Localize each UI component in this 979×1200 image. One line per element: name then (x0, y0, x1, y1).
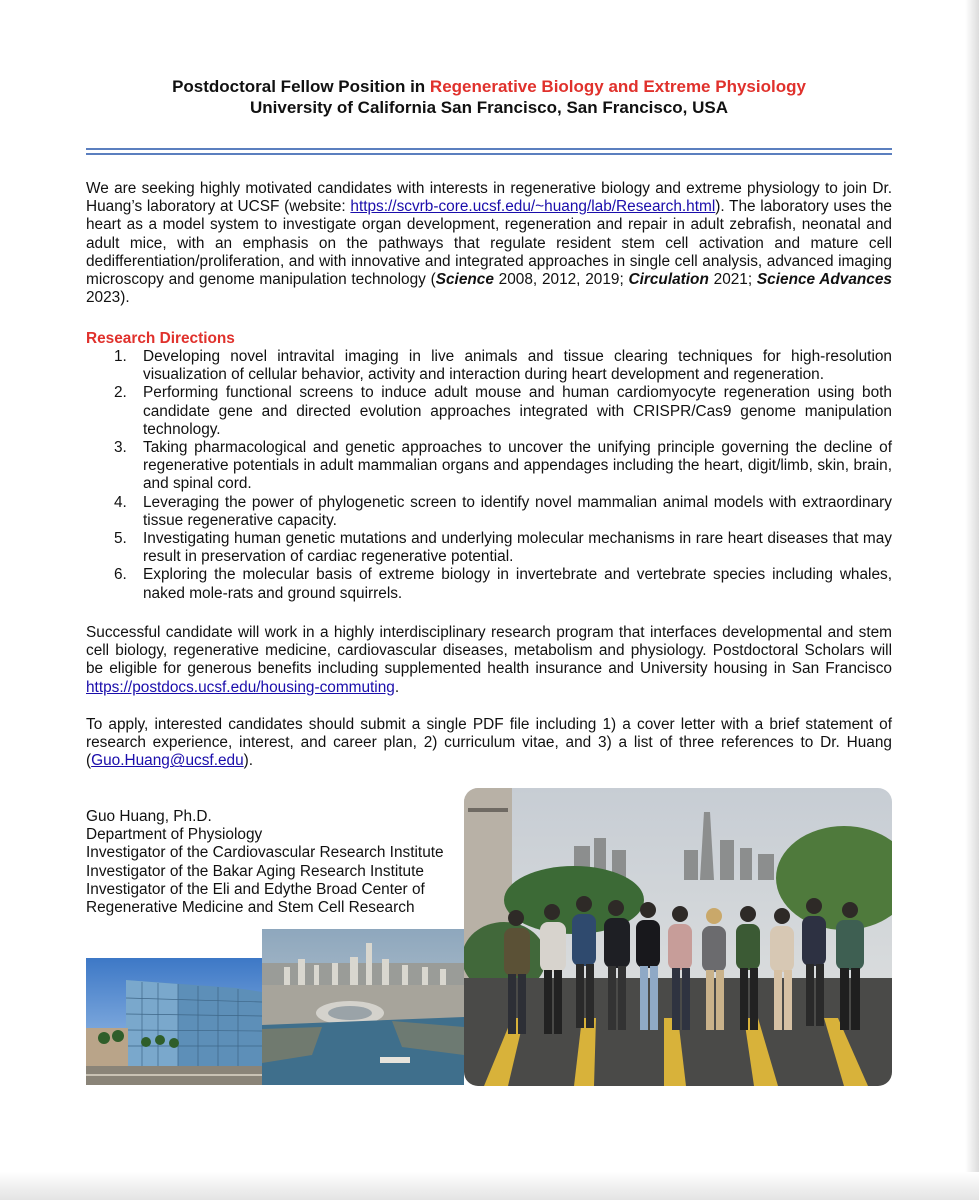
cite-circulation-year: 2021; (708, 271, 757, 289)
title-divider (86, 148, 892, 156)
apply-text: To apply, interested candidates should submit a single PDF file including 1) a cover letter with a brief statement of research experience, interest, and career plan, 2) curriculum vitae, and 3) a list of three references to Dr. Huang ( (86, 716, 892, 770)
intro-text: We are seeking highly motivated candidates with interests in regenerative biology and extreme physiology to join Dr. Huang’s laboratory at UCSF (website: (86, 180, 892, 216)
list-item: 4. Leveraging the power of phylogenetic screen to identify novel mammalian animal models with extraordinary tissue regenerative capacity. (114, 493, 892, 529)
cite-science-advances: Science Advances (756, 271, 892, 289)
page-edge-shadow (965, 0, 979, 1200)
signature-line: Investigator of the Cardiovascular Research Institute (86, 844, 444, 862)
benefits-text: Successful candidate will work in a highly interdisciplinary research program that interfaces developmental and stem cell biology, regenerative medicine, cardiovascular diseases, metabolism and physiology. Postdoctoral Scholars will be eligible for generous benefits including supplemented health insurance and University housing in San Francisco (86, 624, 892, 678)
page-title (86, 76, 892, 118)
title-prefix: Postdoctoral Fellow Position in (172, 77, 430, 96)
list-item: 1. Developing novel intravital imaging in live animals and tissue clearing techniques for high-resolution visualization of cellular behavior, activity and interaction during heart development and regeneration. (114, 348, 892, 384)
list-item: 3. Taking pharmacological and genetic approaches to uncover the unifying principle governing the decline of regenerative potentials in adult mammalian organs and appendages including the heart, digit/limb, skin, brain, and spinal cord. (114, 439, 892, 493)
signature-line: Investigator of the Eli and Edythe Broad Center of (86, 880, 425, 898)
lab-team-group-photo (464, 788, 892, 1086)
title-highlight: Regenerative Biology and Extreme Physiology (429, 77, 806, 96)
cite-circulation: Circulation (628, 271, 709, 289)
cite-science-years: 2008, 2012, 2019; (493, 271, 629, 289)
lab-website-link[interactable]: https://scvrb-core.ucsf.edu/~huang/lab/Research.html (350, 198, 716, 216)
signature-line: Investigator of the Bakar Aging Research Institute (86, 862, 424, 880)
research-directions-list (86, 348, 892, 603)
signature-block (86, 808, 466, 917)
cite-science-advances-year: 2023). (86, 289, 130, 307)
intro-text-cont: ). The laboratory uses the heart as a model system to investigate organ development, regeneration and repair in adult zebrafish, neonatal and adult mice, with an emphasis on the pathways that regulate resident stem cell activation and mature cell dedifferentiation/proliferation, and with innovative and integrated approaches in single cell analysis, advanced imaging microscopy and genome manipulation technology ( (86, 198, 892, 289)
ucsf-building-photo (86, 958, 262, 1085)
signature-line: Department of Physiology (86, 826, 263, 844)
title-line (86, 76, 892, 97)
benefits-paragraph: Successful candidate will work in a highly interdisciplinary research program that interfaces developmental and stem cell biology, regenerative medicine, cardiovascular diseases, metabolism and physiology. Postdoctoral Scholars will be eligible for generous benefits including supplemented health insurance and University housing in San Francisco https://postdocs.ucsf.edu/housing-commuting. (86, 624, 892, 696)
housing-link[interactable]: https://postdocs.ucsf.edu/housing-commuting (86, 678, 395, 696)
page-bottom-shadow (0, 1172, 979, 1200)
research-directions-heading: Research Directions (86, 330, 235, 347)
signature-name: Guo Huang, Ph.D. (86, 808, 212, 825)
intro-paragraph (86, 180, 892, 307)
list-item: 2. Performing functional screens to induce adult mouse and human cardiomyocyte regeneration using both candidate gene and directed evolution approaches integrated with CRISPR/Cas9 genome manipulation technology. (114, 384, 892, 438)
list-item: 5. Investigating human genetic mutations and underlying molecular mechanisms in rare heart diseases that may result in preservation of cardiac regenerative potential. (114, 530, 892, 566)
cite-science: Science (435, 271, 494, 289)
email-link[interactable]: Guo.Huang@ucsf.edu (91, 752, 244, 770)
list-item: 6. Exploring the molecular basis of extreme biology in invertebrate and vertebrate species including whales, naked mole-rats and ground squirrels. (114, 566, 892, 602)
apply-paragraph: To apply, interested candidates should submit a single PDF file including 1) a cover letter with a brief statement of research experience, interest, and career plan, 2) curriculum vitae, and 3) a list of three references to Dr. Huang (Guo.Huang@ucsf.edu). (86, 716, 892, 770)
signature-line: Regenerative Medicine and Stem Cell Research (86, 899, 415, 917)
subtitle: University of California San Francisco, San Francisco, USA (249, 98, 729, 117)
san-francisco-aerial-photo (262, 929, 464, 1085)
